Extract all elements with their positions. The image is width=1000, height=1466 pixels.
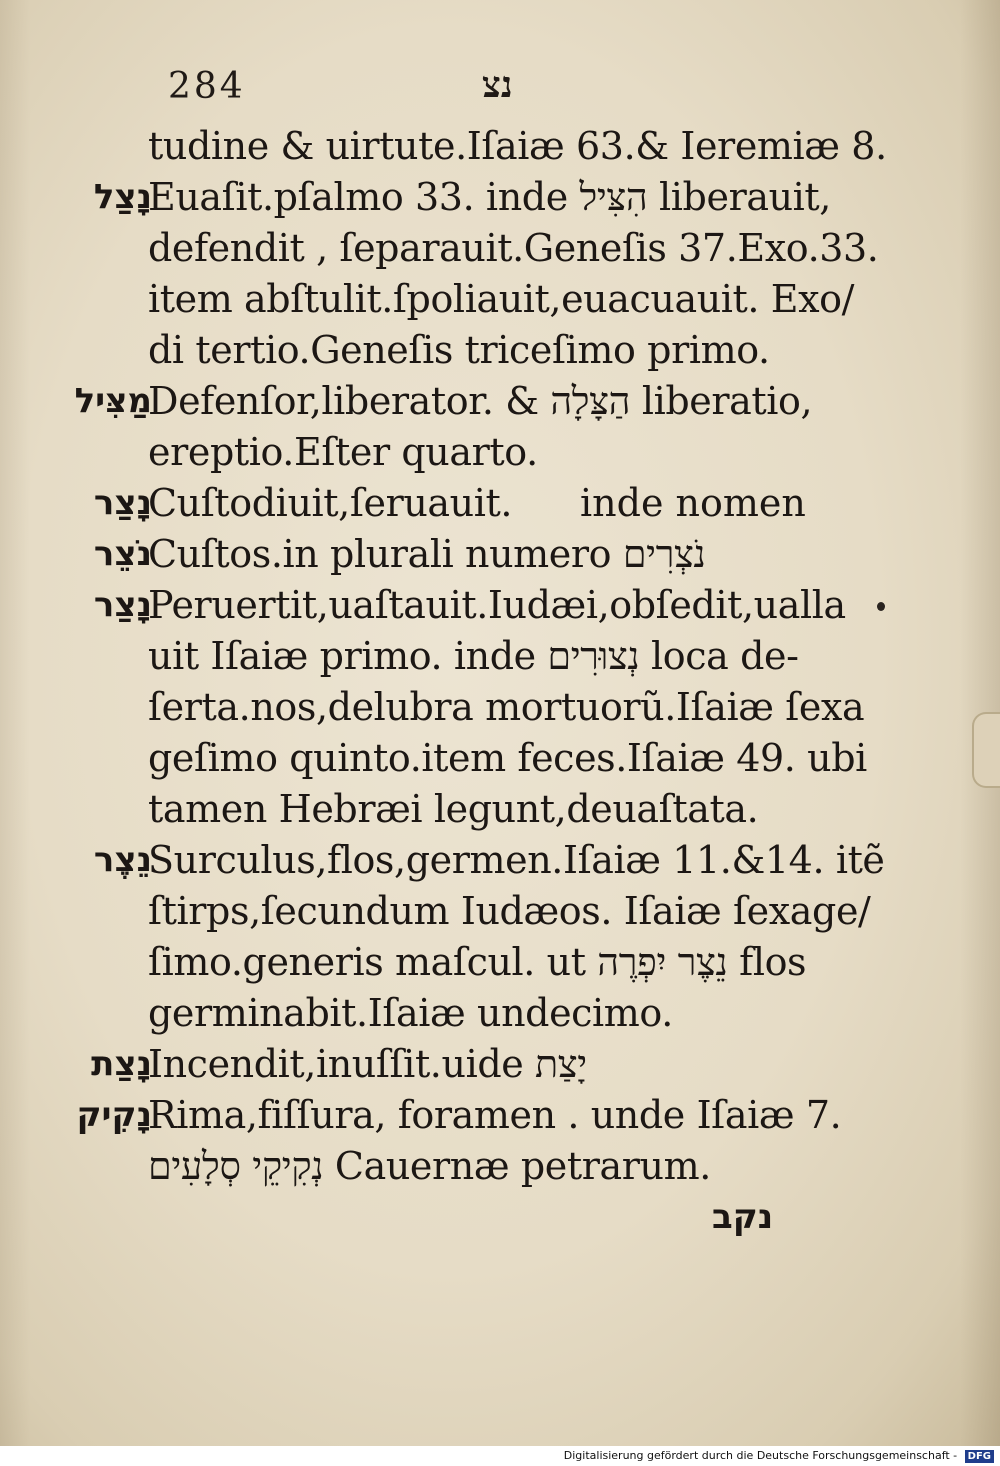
hebrew-lemma: נָצַר	[93, 585, 152, 625]
line-text: Cuſtos.in plurali numero נֹצְרִים	[148, 532, 706, 576]
text-line	[0, 630, 1000, 682]
hebrew-lemma: נָצַל	[93, 177, 152, 217]
text-line	[0, 273, 1000, 325]
line-text: Cuſtodiuit,ſeruauit.	[148, 481, 513, 525]
line-text: tudine & uirtute.Iſaiæ 63.& Ieremiæ 8.	[148, 124, 887, 168]
text-line	[0, 222, 1000, 274]
line-text: Surculus,flos,germen.Iſaiæ 11.&14. itẽ	[148, 838, 885, 882]
catchword-line	[0, 1191, 1000, 1243]
running-head: נצ	[482, 64, 513, 106]
line-text: ereptio.Eſter quarto.	[148, 430, 538, 474]
text-line	[0, 1140, 1000, 1192]
text-line	[0, 1038, 1000, 1090]
text-line	[0, 681, 1000, 733]
text-line	[0, 528, 1000, 580]
line-text: נְקִיקֵי סְלָעִים Cauernæ petrarum.	[148, 1144, 711, 1188]
hebrew-lemma: נֵצֶר	[93, 840, 152, 880]
text-line	[0, 375, 1000, 427]
text-line	[0, 324, 1000, 376]
hebrew-lemma: נֹצֵר	[93, 534, 152, 574]
hebrew-lemma: נָצַר	[93, 483, 152, 523]
line-text: Rima,fiſſura, foramen . unde Iſaiæ 7.	[148, 1093, 842, 1137]
line-text: Defenſor,liberator. & הַצָּלָה liberatio,	[148, 379, 813, 423]
text-line	[0, 477, 1000, 529]
line-text: ſerta.nos,delubra mortuorũ.Iſaiæ ſexa	[148, 685, 865, 729]
line-text: Peruertit,uaſtauit.Iudæi,obſedit,ualla	[148, 583, 846, 627]
text-line	[0, 834, 1000, 886]
credit-text: Digitalisierung gefördert durch die Deutsche Forschungsgemeinschaft -	[563, 1449, 958, 1462]
text-line	[0, 171, 1000, 223]
text-line	[0, 783, 1000, 835]
hebrew-lemma: נָצַת	[91, 1044, 152, 1084]
text-line	[0, 987, 1000, 1039]
line-text: Incendit,inuſſit.uide יָצַת	[148, 1042, 587, 1086]
text-line	[0, 732, 1000, 784]
line-text: uit Iſaiæ primo. inde נְצוּרִים loca de-	[148, 634, 799, 678]
line-aside-text: inde nomen	[580, 481, 806, 525]
text-line	[0, 936, 1000, 988]
page-header	[0, 66, 1000, 112]
hebrew-lemma: מַצִּיל	[74, 381, 152, 421]
line-text: di tertio.Geneſis triceſimo primo.	[148, 328, 770, 372]
page-number: 284	[168, 66, 246, 107]
line-text: ſimo.generis maſcul. ut נֵצֶר יִפְרֶה flos	[148, 940, 807, 984]
line-text: germinabit.Iſaiæ undecimo.	[148, 991, 673, 1035]
dfg-logo: DFG	[965, 1450, 994, 1463]
line-text: tamen Hebræi legunt,deuaſtata.	[148, 787, 759, 831]
text-line	[0, 1089, 1000, 1141]
catchword: נקב	[712, 1197, 774, 1237]
hebrew-lemma: נָקִיק	[76, 1095, 152, 1135]
digitization-credit	[564, 1447, 994, 1464]
text-line	[0, 426, 1000, 478]
line-text: ſtirps,ſecundum Iudæos. Iſaiæ ſexage/	[148, 889, 871, 933]
line-text: item abſtulit.ſpoliauit,euacuauit. Exo/	[148, 277, 855, 321]
text-line	[0, 885, 1000, 937]
line-text: defendit , ſeparauit.Geneſis 37.Exo.33.	[148, 226, 879, 270]
text-line	[0, 579, 1000, 631]
text-line	[0, 120, 1000, 172]
line-text: geſimo quinto.item feces.Iſaiæ 49. ubi	[148, 736, 867, 780]
line-text: Euaſit.pſalmo 33. inde הִצִּיל liberauit,	[148, 175, 831, 219]
